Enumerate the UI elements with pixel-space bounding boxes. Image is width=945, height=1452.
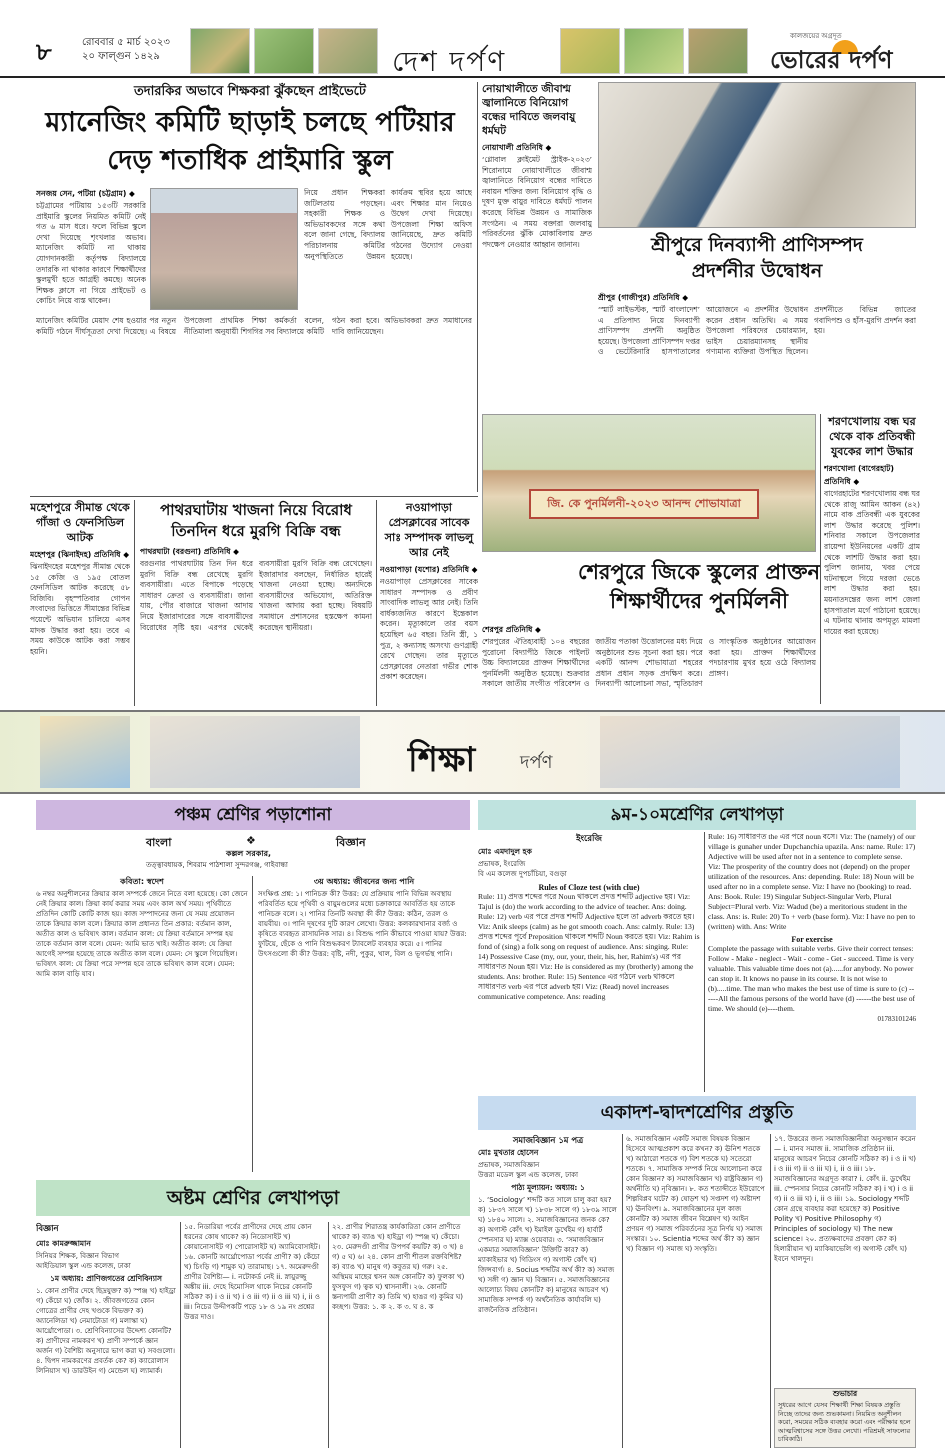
pathorghata-headline-line1: পাথরঘাটায় খাজনা নিয়ে বিরোধ [160,501,352,519]
sreepur-headline-box [598,232,916,288]
masthead-photo-crop [560,28,620,74]
lead-body-left: চট্টগ্রামের পটিয়ায় ১৫৩টি সরকারি প্রাইমারি স্কুলের নিয়মিত কমিটি নেই গত ৬ মাস ধরে। ফলে বিভিন্ন স্কুলে দেখা দিয়েছে শৃংখলার অভাব। ম্যানেজিং কমিটি না থাকায় যোগদানকারী কর্তৃপক্ষ বিদ্যালয়ে তদারকি না থাকার কারণে শিক্ষার্থীদের স্কুলমুখী হতে আগ্রহী কমছে। অনেক শিক্ষক ক্লাসে না গিয়ে প্রাইভেট ও কোচিং নিয়ে ব্যস্ত থাকেন। [36,201,146,306]
class8-author-school: আইডিয়াল স্কুল এন্ড কলেজ, ঢাকা [36,1262,131,1270]
class5-subject-bangla: বাংলা [146,836,172,849]
class9-author: মোঃ এমদাদুল হক [478,847,532,856]
sherpur-body: শেরপুরের ঐতিহ্যবাহী ১০৪ বছরের পুরোনো বিদ্যাপীঠ জিকে পাইলট উচ্চ বিদ্যালয়ের প্রাক্তন শিক্ষার্থীদের পুনর্মিলনী অনুষ্ঠিত হয়েছে। শুক্রবার সকালে জাতীয় সংগীত পরিবেশন ও জাতীয় পতাকা উত্তোলনের মধ্য দিয়ে অনুষ্ঠানের শুভ সূচনা করা হয়। পরে একটি আনন্দ শোভাযাত্রা শহরের প্রধান প্রধান সড়ক প্রদক্ষিণ করে। দিনব্যাপী আলোচনা সভা, স্মৃতিচারণ ও সাংস্কৃতিক অনুষ্ঠানের আয়োজন করা হয়। প্রাক্তন শিক্ষার্থীদের পদচারণায় মুখর হয়ে ওঠে বিদ্যালয় প্রাঙ্গণ। [482,637,816,689]
issue-date [82,36,170,64]
noakhali-byline: নোয়াখালী প্রতিনিধি ◆ [482,143,552,152]
class11-note-body: সুধরের আগে যেসব শিক্ষার্থী শিক্ষা বিষয়ক প্রস্তুতি নিচ্ছে তাদের জন্য শুভকামনা। নিয়মিত অনুশীলন করো, সময়ের সঠিক ব্যবহার করো এবং পরীক্ষার হলে আত্মবিশ্বাসের সঙ্গে উত্তর লেখো। পরিশ্রমই সাফল্যের চাবিকাঠি। [778,1401,911,1444]
moheshpur-body: ঝিনাইদহের মহেশপুর সীমান্ত থেকে ১৫ কেজি ও ১৯৫ বোতল ফেনসিডিল আটক করেছে ৫৮ বিজিবি। বৃহস্পতিবার গোপন সংবাদের ভিত্তিতে সীমান্তের বিভিন্ন পয়েন্টে অভিযান চালিয়ে এসব মাদক উদ্ধার করা হয়। তবে এ সময় কাউকে আটক করা সম্ভব হয়নি। [30,562,130,656]
class11-body2: ৬. সমাজবিজ্ঞান একটি সমাজ বিষয়ক বিজ্ঞান হিসেবে আত্মপ্রকাশ করে কখন? ক) ঊনিশ শতকে খ) আঠারো শতকে গ) বিশ শতকে ঘ) সতেরো শতকে। ৭. সামাজিক সম্পর্ক নিয়ে আলোচনা করে কোন বিজ্ঞান? ক) সমাজবিজ্ঞান খ) রাষ্ট্রবিজ্ঞান গ) অর্থনীতি ঘ) নৃবিজ্ঞান। ৮. কত শতাব্দীতে ইউরোপে শিল্পবিপ্লব ঘটে? ক) ষোড়শ খ) সপ্তদশ গ) অষ্টাদশ ঘ) ঊনবিংশ। ৯. সমাজবিজ্ঞানের মূল কাজ কোনটি? ক) সমাজ জীবন বিশ্লেষণ খ) আইন প্রণয়ন গ) সমাজ পরিবর্তনের সূত্র নির্ণয় ঘ) সমাজ সংস্কার। ১০. Scientia শব্দের অর্থ কী? ক) জ্ঞান খ) বিজ্ঞান গ) সমাজ ঘ) সংস্কৃতি। [626,1135,765,1253]
naopara-headline: নওয়াপাড়া প্রেসক্লাবের সাবেক সাঃ সম্পাদক লাভলু আর নেই [384,501,474,559]
class9-col2 [708,832,916,1092]
moheshpur-headline: মহেশপুরে সীমান্ত থেকে গাঁজা ও ফেনসিডিল আটক [30,501,130,544]
sreepur-body: ‘স্মার্ট লাইভস্টক, স্মার্ট বাংলাদেশ’ এ প্রতিপাদ্য নিয়ে দিনব্যাপী প্রাণিসম্পদ প্রদর্শনী অনুষ্ঠিত হয়েছে। উপজেলা প্রাণিসম্পদ দপ্তর ও ভেটেরিনারি হাসপাতালের আয়োজনে এ প্রদর্শনীর উদ্বোধন করেন প্রধান অতিথি। এ সময় উপজেলা পরিষদের চেয়ারম্যান, ভাইস চেয়ারম্যানসহ স্থানীয় গণ্যমান্য ব্যক্তিরা উপস্থিত ছিলেন। প্রদর্শনীতে বিভিন্ন জাতের গবাদিপশু ও হাঁস-মুরগি প্রদর্শন করা হয়। [598,305,916,357]
class9-author-role: প্রভাষক, ইংরেজি [478,860,526,868]
class8-body: ১. কোন প্রাণীর দেহে ছিদ্রযুক্ত? ক) স্পঞ্জ খ) হাইড্রা গ) কেঁচো ঘ) জোঁক। ২. জীবজগতের কোন গোত্রের প্রাণীর দেহ খণ্ডকে বিভক্ত? ক) অ্যানেলিডা খ) নেমাটোডা গ) মলাস্কা ঘ) আর্থ্রোপোডা। ৩. শ্রেণিবিন্যাসের উদ্দেশ্য কোনটি? ক) প্রাণীদের নামকরণ খ) প্রাণী সম্পর্কে জ্ঞান অর্জন গ) বৈশিষ্ট্য অনুসারে ভাগ করা ঘ) সবগুলো। ৪. দ্বিপদ নামকরণের প্রবর্তক কে? ক) ক্যারোলাস লিনিয়াস খ) ডারউইন গ) মেন্ডেল ঘ) ল্যামার্ক। [36,1287,176,1375]
class5-school: তত্ত্বাবধায়ক, শিবরাম পাঠশালা সুন্দরগঞ্জ, গাইবান্ধা [146,861,288,869]
class11-author: মোঃ মুখতার হোসেন [478,1148,539,1157]
class8-body2: ১৫. নিডারিয়া পর্বের প্রাণীদের দেহে প্রায় কোন ধরনের কোষ থাকে? ক) নিডোসাইট খ) কোয়ানোসাইট গ) পোরোসাইট ঘ) অ্যামিবোসাইট। ১৬. কোনটি আর্থ্রোপোডা পর্বের প্রাণী? ক) কেঁচো খ) চিংড়ি গ) শামুক ঘ) তারামাছ। ১৭. অমেরুদণ্ডী প্রাণীর বৈশিষ্ট্য— i. নটোকর্ড নেই ii. স্নায়ুরজ্জু অঙ্কীয় iii. দেহে হিমোসিল থাকে নিচের কোনটি সঠিক? ক) i ও ii খ) i ও iii গ) ii ও iii ঘ) i, ii ও iii। নিচের উদ্দীপকটি পড়ে ১৮ ও ১৯ নং প্রশ্নের উত্তর দাও। [184,1223,321,1321]
naopara-body: নওয়াপাড়া প্রেসক্লাবের সাবেক সাধারণ সম্পাদক ও প্রবীণ সাংবাদিক লাভলু আর নেই। তিনি বার্ধক্যজনিত কারণে ইন্তেকাল করেন। মৃত্যুকালে তার বয়স হয়েছিল ৬৫ বছর। তিনি স্ত্রী, ১ পুত্র, ২ কন্যাসহ অসংখ্য গুণগ্রাহী রেখে গেছেন। তার মৃত্যুতে প্রেসক্লাবের নেতারা গভীর শোক প্রকাশ করেছেন। [380,577,478,682]
moheshpur-byline: মহেশপুর (ঝিনাইদহ) প্রতিনিধি ◆ [30,550,130,559]
sreepur-byline: শ্রীপুর (গাজীপুর) প্রতিনিধি ◆ [598,293,689,302]
class8-band: অষ্টম শ্রেণির লেখাপড়া [36,1180,470,1216]
sherpur-headline-line2: শিক্ষার্থীদের পুনর্মিলনী [609,589,789,613]
class8-col1 [36,1222,176,1450]
section-title: দেশ দর্পণ [392,45,507,78]
class11-unit: পাঠ্য মূল্যায়ন: অধ্যায়: ১ [511,1183,585,1192]
sharankhola-story [824,414,920,706]
students-group-image [150,716,360,788]
page-number: ৮ [36,38,52,66]
lead-headline-box [28,104,472,184]
education-title: শিক্ষা [408,740,476,780]
class11-body: ১. ‘Sociology’ শব্দটি কত সালে চালু করা হয়? ক) ১৮৩৭ সালে খ) ১৮৩৮ সালে গ) ১৮৩৯ সালে ঘ) ১৮৪০ সালে। ২. সমাজবিজ্ঞানের জনক কে? ক) অগাস্ট কোঁৎ খ) ইমাইল ডুর্খেইম গ) হার্বার্ট স্পেনসার ঘ) ম্যাক্স ওয়েবার। ৩. ‘সমাজবিজ্ঞান একমাত্র সমাজবিজ্ঞান’ উক্তিটি কার? ক) ম্যাকাইভার খ) গিডিংস গ) অগাস্ট কোঁৎ ঘ) জিন্সবার্গ। ৪. Socius শব্দটির অর্থ কী? ক) সমাজ খ) সঙ্গী গ) জ্ঞান ঘ) বিজ্ঞান। ৫. সমাজবিজ্ঞানের আলোচ্য বিষয় কোনটি? ক) মানুষের আচরণ খ) সামাজিক সম্পর্ক গ) অর্থনৈতিক কার্যাবলি ঘ) রাজনৈতিক প্রতিষ্ঠান। [478,1196,617,1314]
lead-kicker-box [30,82,470,106]
noakhali-body: ‘গ্লোবাল ক্লাইমেট স্ট্রাইক-২০২৩’ শিরোনামে নোয়াখালীতে জীবাশ্ম জ্বালানিতে বিনিয়োগ বন্ধের দাবিতে নবায়ন শক্তির জন্য বিনিয়োগ বৃদ্ধি ও দূষণ মুক্ত বায়ুর দাবিতে ধর্মঘট পালন করেছে বিভিন্ন উন্নয়ন ও সামাজিক সংগঠন। এ সময় বক্তারা জলবায়ু পরিবর্তনের ঝুঁকি মোকাবিলায় দ্রুত পদক্ষেপ নেওয়ার আহ্বান জানান। [482,155,592,249]
column-rule [376,500,377,706]
class11-col3 [774,1134,916,1384]
masthead-photo-harvest [688,28,748,74]
date-gregorian: রোববার ৫ মার্চ ২০২৩ [82,37,170,48]
reunion-rally-photo [482,414,816,552]
sreepur-headline-line1: শ্রীপুরে দিনব্যাপী প্রাণিসম্পদ [651,234,863,256]
naopara-story [380,500,478,706]
sherpur-story [482,624,816,704]
brand-logo: ভোরের দর্পণ [770,46,893,74]
noakhali-headline: নোয়াখালীতে জীবাশ্ম জ্বালানিতে বিনিয়োগ বন্ধের দাবিতে জলবায়ু ধর্মঘট [482,83,576,137]
reunion-banner: জি. কে পুনর্মিলনী-২০২৩ আনন্দ শোভাযাত্রা [529,489,759,519]
class9-author-school: বি এম কলেজ দুপচাঁচিয়া, বগুড়া [478,870,567,878]
column-rule [134,500,135,706]
brand-tagline: কালজয়ের অগ্রদূত [790,32,842,40]
class5-divider-icon: ❖ [246,834,256,847]
class5-lesson-title: কবিতা: স্বদেশ [120,877,164,886]
class9-exercise-title: For exercise [791,935,833,944]
class5-header [36,832,470,872]
education-subtitle: দর্পণ [520,752,553,773]
moheshpur-story [30,500,130,706]
class5-science-body: সংক্ষিপ্ত প্রশ্ন: ১। পানিচক্র কী? উত্তর: যে প্রক্রিয়ায় পানি বিভিন্ন অবস্থায় পরিবর্তিত হয়ে পৃথিবী ও বায়ুমণ্ডলের মধ্যে চক্রাকারে আবর্তিত হয় তাকে পানিচক্র বলে। ২। পানির তিনটি অবস্থা কী কী? উত্তর: কঠিন, তরল ও বায়বীয়। ৩। পানি দূষণের দুটি কারণ লেখো। উত্তর: কলকারখানার বর্জ্য ও কৃষিতে ব্যবহৃত রাসায়নিক সার। ৪। বিশুদ্ধ পানি কীভাবে পাওয়া যায়? উত্তর: ফুটিয়ে, ছেঁকে ও পানি বিশুদ্ধকরণ ট্যাবলেট ব্যবহার করে। ৫। পানির উৎসগুলো কী কী? উত্তর: বৃষ্টি, নদী, পুকুর, খাল, বিল ও ভূগর্ভস্থ পানি। [258,890,467,958]
masthead [0,0,945,78]
classroom-students-image [600,716,900,788]
class5-chapter-title: ৩য় অধ্যায়: জীবনের জন্য পানি [313,877,415,886]
lead-kicker: তদারকির অভাবে শিক্ষকরা ঝুঁকছেন প্রাইভেটে [134,84,366,99]
pathorghata-story [140,500,372,706]
date-bengali: ২০ ফাল্গুন ১৪২৯ [82,51,160,62]
naopara-byline: নওয়াপাড়া (যশোর) প্রতিনিধি ◆ [380,565,478,574]
class9-exercise-body: Complete the passage with suitable verbs. Give their correct tenses: Follow - Make - neglect - Wait - come - Get - succeed. Time is very valuable. This valuable time does not (a)......for anybody. No power can stop it. It knows no pause in its course. It is not wise to (b).....time. The man who makes the best use of time is sure to (c) ------All the famous persons of the world have (d) ------the best use of time. We should (e)----them. [708,944,916,1013]
sharankhola-body: বাগেরহাটের শরণখোলায় বন্ধ ঘর থেকে রাজু আমিন আকন (৪২) নামে বাক প্রতিবন্ধী এক যুবকের লাশ উদ্ধার করেছে পুলিশ। শনিবার সকালে উপজেলার রায়েন্দা ইউনিয়নের একটি গ্রাম থেকে লাশটি উদ্ধার করা হয়। পুলিশ জানায়, খবর পেয়ে ঘটনাস্থলে গিয়ে দরজা ভেঙে লাশ উদ্ধার করা হয়। ময়নাতদন্তের জন্য লাশ জেলা হাসপাতাল মর্গে পাঠানো হয়েছে। এ ঘটনায় থানায় অপমৃত্যু মামলা দায়ের করা হয়েছে। [824,489,920,636]
column-rule [622,1134,623,1448]
pathorghata-byline: পাথরঘাটা (বরগুনা) প্রতিনিধি ◆ [140,547,239,556]
class9-phone: 01783101246 [877,1015,916,1023]
class5-band: পঞ্চম শ্রেণির পড়াশোনা [36,800,470,830]
class8-author: মোঃ কামরুজ্জামান [36,1239,91,1248]
lead-byline: সনজয় সেন, পটিয়া (চট্টগ্রাম) ◆ [36,189,135,198]
lead-body-bottom: ম্যানেজিং কমিটির মেয়াদ শেষ হওয়ার পর নতুন কমিটি গঠনে দীর্ঘসূত্রতা দেখা দিয়েছে। এ বিষয়ে উপজেলা প্রাথমিক শিক্ষা কর্মকর্তা বলেন, নীতিমালা অনুযায়ী শিগগির সব বিদ্যালয়ে কমিটি গঠন করা হবে। অভিভাবকরা দ্রুত সমাধানের দাবি জানিয়েছেন। [36,316,472,336]
class11-note-box [774,1388,916,1448]
sharankhola-byline: শরণখোলা (বাগেরহাট) প্রতিনিধি ◆ [824,464,894,486]
column-rule [252,876,253,1172]
class9-col1 [478,832,700,1092]
column-rule [820,414,821,704]
class9-rules-body: Rule: 11) প্রদত্ত শব্দের পরে Noun থাকলে প্রদত্ত শব্দটি adjective হয়। Viz: Tajul is (do) the work according to the advice of teacher. Ans: doing. Rule: 12) verb এর পরে প্রদত্ত শব্দটি Adjective হলে তা adverb করতে হয়। Viz: Anik sleeps (calm) as he got smooth coach. Ans: calmly. Rule: 13) প্রদত্ত শব্দের পূর্বে Preposition থাকলে শব্দটি Noun করতে হয়। Viz: Rahim is fond of (sing) a folk song on request of audience. Ans: singing. Rule: 14) Possessive Case (my, our, your, their, his, her, Rahim's) এর পর সাধারণত Noun হয়। Viz: He is considered as my (brotherly) among the students. Ans: brother. Rule: 15) Sentence এর গঠনে verb থাকলে সাধারণত verb এর পরে adverb হয়। Viz: (Read) novel increases communicative competence. Ans: reading [478,892,700,1001]
sreepur-story [598,292,916,410]
class9-band: ৯ম-১০মশ্রেণির লেখাপড়া [478,800,916,830]
lead-body-right: নিয়ে প্রধান শিক্ষকরা জটিলতায় পড়ছেন। সহকারী শিক্ষক ও অভিভাবকদের সঙ্গে কথা বলে জানা গেছে, বিদ্যালয় পরিচালনায় কমিটির অনুপস্থিতিতে উন্নয়ন কার্যক্রম স্থবির হয়ে আছে এবং শিক্ষার মান নিয়েও উদ্বেগ দেখা দিয়েছে। উপজেলা শিক্ষা অফিস জানিয়েছে, দ্রুত কমিটি গঠনের উদ্যোগ নেওয়া হয়েছে। [304,188,472,261]
class8-body3: ২২. প্রাণীর শিরাতন্ত্র কার্যকারিতা কোন প্রাণীতে থাকে? ক) ব্যাঙ খ) হাইড্রা গ) স্পঞ্জ ঘ) কেঁচো। ২৩. মেরুদণ্ডী প্রাণীর উপপর্ব কয়টি? ক) ৩ খ) ৪ গ) ৫ ঘ) ৬। ২৪. কোন প্রাণী শীতল রক্তবিশিষ্ট? ক) ব্যাঙ খ) মানুষ গ) কবুতর ঘ) গরু। ২৫. অস্থিময় মাছের শ্বসন অঙ্গ কোনটি? ক) ফুলকা খ) ফুসফুস গ) ত্বক ঘ) শ্বাসনালী। ২৬. কোনটি স্তন্যপায়ী প্রাণী? ক) তিমি খ) হাঙর গ) কুমির ঘ) কচ্ছপ। উত্তর: ১. ক ২. ক ৩. ঘ ৪. ক [332,1223,465,1311]
sherpur-headline-line1: শেরপুরে জিকে স্কুলের প্রাক্তন [577,560,821,584]
class11-note-title: শুভাচার [832,1389,858,1398]
class9-rules-title: Rules of Cloze test (with clue) [538,883,640,892]
pathorghata-body: বরগুনার পাথরঘাটায় তিন দিন ধরে মুরগি বিক্রি বন্ধ রেখেছে মুরগি ব্যবসায়ীরা। এতে বিপাকে পড়েছে সাধারণ ক্রেতা ও ব্যবসায়ীরা। জানা যায়, পৌর বাজারে খাজনা আদায় নিয়ে ইজারাদারের সঙ্গে ব্যবসায়ীদের বিরোধের সৃষ্টি হয়। এরপর থেকেই ব্যবসায়ীরা মুরগি বিক্রি বন্ধ রেখেছেন। ইজারাদার বলছেন, নির্ধারিত হারেই খাজনা নেওয়া হচ্ছে। অন্যদিকে ব্যবসায়ীদের অভিযোগ, অতিরিক্ত খাজনা আদায় করা হচ্ছে। বিষয়টি সমাধানে প্রশাসনের হস্তক্ষেপ কামনা করেছেন স্থানীয়রা। [140,559,372,632]
class9-rules-body2: Rule: 16) সাধারণত the এর পরে noun বসে। Viz: The (namely) of our village is gunaher under Dupchanchia upazila. Ans: name. Rule: 17) Adjective will be used after not in a sentence to complete sense. Viz: The prosperity of the country does not (depend) on the proper utilization of the resources. Ans: depending. Rule: 18) Noun will be used after no in a complete sense. Viz: I have no (booking) to read. Ans: Book. Rule: 19) Singular Subject-Singular Verb, Plural Subject=Plural verb. Viz: Wadud (be) a meritorious student in the class. Ans: is. Rule: 20) To + verb (base form). Viz: I have no pen to (written) with. Ans: Write [708,832,916,931]
livestock-fair-photo [598,82,916,228]
column-rule [477,82,478,492]
section-divider [30,496,478,497]
lead-headline-line1: ম্যানেজিং কমিটি ছাড়াই চলছে পটিয়ার [45,107,455,138]
class11-col1 [478,1134,618,1448]
sreepur-headline-line2: প্রদর্শনীর উদ্বোধন [691,260,823,282]
class11-col2 [626,1134,766,1448]
class8-author-role: সিনিয়র শিক্ষক, বিজ্ঞান বিভাগ [36,1252,119,1260]
class8-subject: বিজ্ঞান [36,1223,59,1233]
class9-subject: ইংরেজি [576,833,602,843]
masthead-photo-field [254,28,314,74]
class11-author-school: উত্তরা মডেল স্কুল এন্ড কলেজ, ঢাকা [478,1171,579,1179]
pathorghata-headline-line2: তিনদিন ধরে মুরগি বিক্রি বন্ধ [171,522,341,540]
class8-chapter: ১ম অধ্যায়: প্রাণিজগতের শ্রেণিবিন্যাস [50,1274,162,1283]
school-building-photo [150,188,298,310]
lead-headline-line2: দেড় শতাধিক প্রাইমারি স্কুল [107,145,393,176]
graduation-cap-image [40,716,130,788]
noakhali-story [482,82,592,412]
masthead-photo-people [318,28,378,74]
class8-col3 [332,1222,470,1450]
class5-bangla-col [36,876,248,1172]
class5-author: কল্লল সরকার, [226,849,272,858]
column-rule [770,1134,771,1448]
column-rule [704,832,705,1092]
class11-subject: সমাজবিজ্ঞান ১ম পত্র [512,1135,584,1145]
column-rule [328,1222,329,1448]
sharankhola-headline: শরণখোলায় বন্ধ ঘর থেকে বাক প্রতিবন্ধী যুবকের লাশ উদ্ধার [828,415,916,458]
masthead-photo-farm [190,28,250,74]
class5-science-col [258,876,470,1172]
column-rule [180,1222,181,1448]
sherpur-byline: শেরপুর প্রতিনিধি ◆ [482,625,541,634]
class11-band: একাদশ-দ্বাদশশ্রেণির প্রস্তুতি [478,1096,916,1130]
class11-author-role: প্রভাষক, সমাজবিজ্ঞান [478,1161,540,1169]
class5-subject-science: বিজ্ঞান [336,836,366,849]
class5-bangla-body: ৬ নম্বর অনুশীলনের ক্রিয়ার কাল সম্পর্কে জেনে নিতে বলা হয়েছে। কো জেনে নেই ক্রিয়ার কাল। ক্রিয়া কার্য করার সময় এবং কাল অর্থ সময়। পৃথিবীতে প্রতিদিন কোটি কোটি কাজ হয়। কাজ সম্পাদনের জন্য যে সময় প্রয়োজন তাকে ক্রিয়ার কাল বলে। ক্রিয়ার কাল প্রধানত তিন প্রকার: বর্তমান কাল, অতীত কাল ও ভবিষ্যৎ কাল। বর্তমান কাল: যে ক্রিয়া বর্তমানে সম্পন্ন হয় তাকে বর্তমান কাল বলে। যেমন: আমি ভাত খাই। অতীত কাল: যে ক্রিয়া আগেই সম্পন্ন হয়েছে তাকে অতীত কাল বলে। যেমন: সে স্কুলে গিয়েছিল। ভবিষ্যৎ কাল: যে ক্রিয়া পরে সম্পন্ন হবে তাকে ভবিষ্যৎ কাল বলে। যেমন: আমি কাল বাড়ি যাব। [36,890,248,978]
class8-col2 [184,1222,324,1450]
lead-col-bottom [36,316,472,492]
masthead-photo-green [624,28,684,74]
class11-body3: ১৭. উত্তরের জন্য সমাজবিজ্ঞানীরা অনুসন্ধান করেন— i. মানব সমাজ ii. সামাজিক প্রতিষ্ঠান iii. মানুষের আচরণ নিচের কোনটি সঠিক? ক) i ও ii খ) i ও iii গ) ii ও iii ঘ) i, ii ও iii। ১৮. সমাজবিজ্ঞানের অগ্রদূত কারা? i. কোঁৎ ii. ডুর্খেইম iii. স্পেনসার নিচের কোনটি সঠিক? ক) i খ) i ও ii গ) ii ও iii ঘ) i, ii ও iii। ১৯. Sociology শব্দটি কোন গ্রন্থে ব্যবহার করা হয়েছে? ক) Positive Polity খ) Positive Philosophy গ) Principles of sociology ঘ) The new science। ২০. প্রত্যক্ষবাদের প্রবক্তা কে? ক) হিলারীয়ান খ) ম্যাকিয়াভেলি গ) অগাস্ট কোঁৎ ঘ) ইবনে খালদুন। [774,1135,916,1263]
